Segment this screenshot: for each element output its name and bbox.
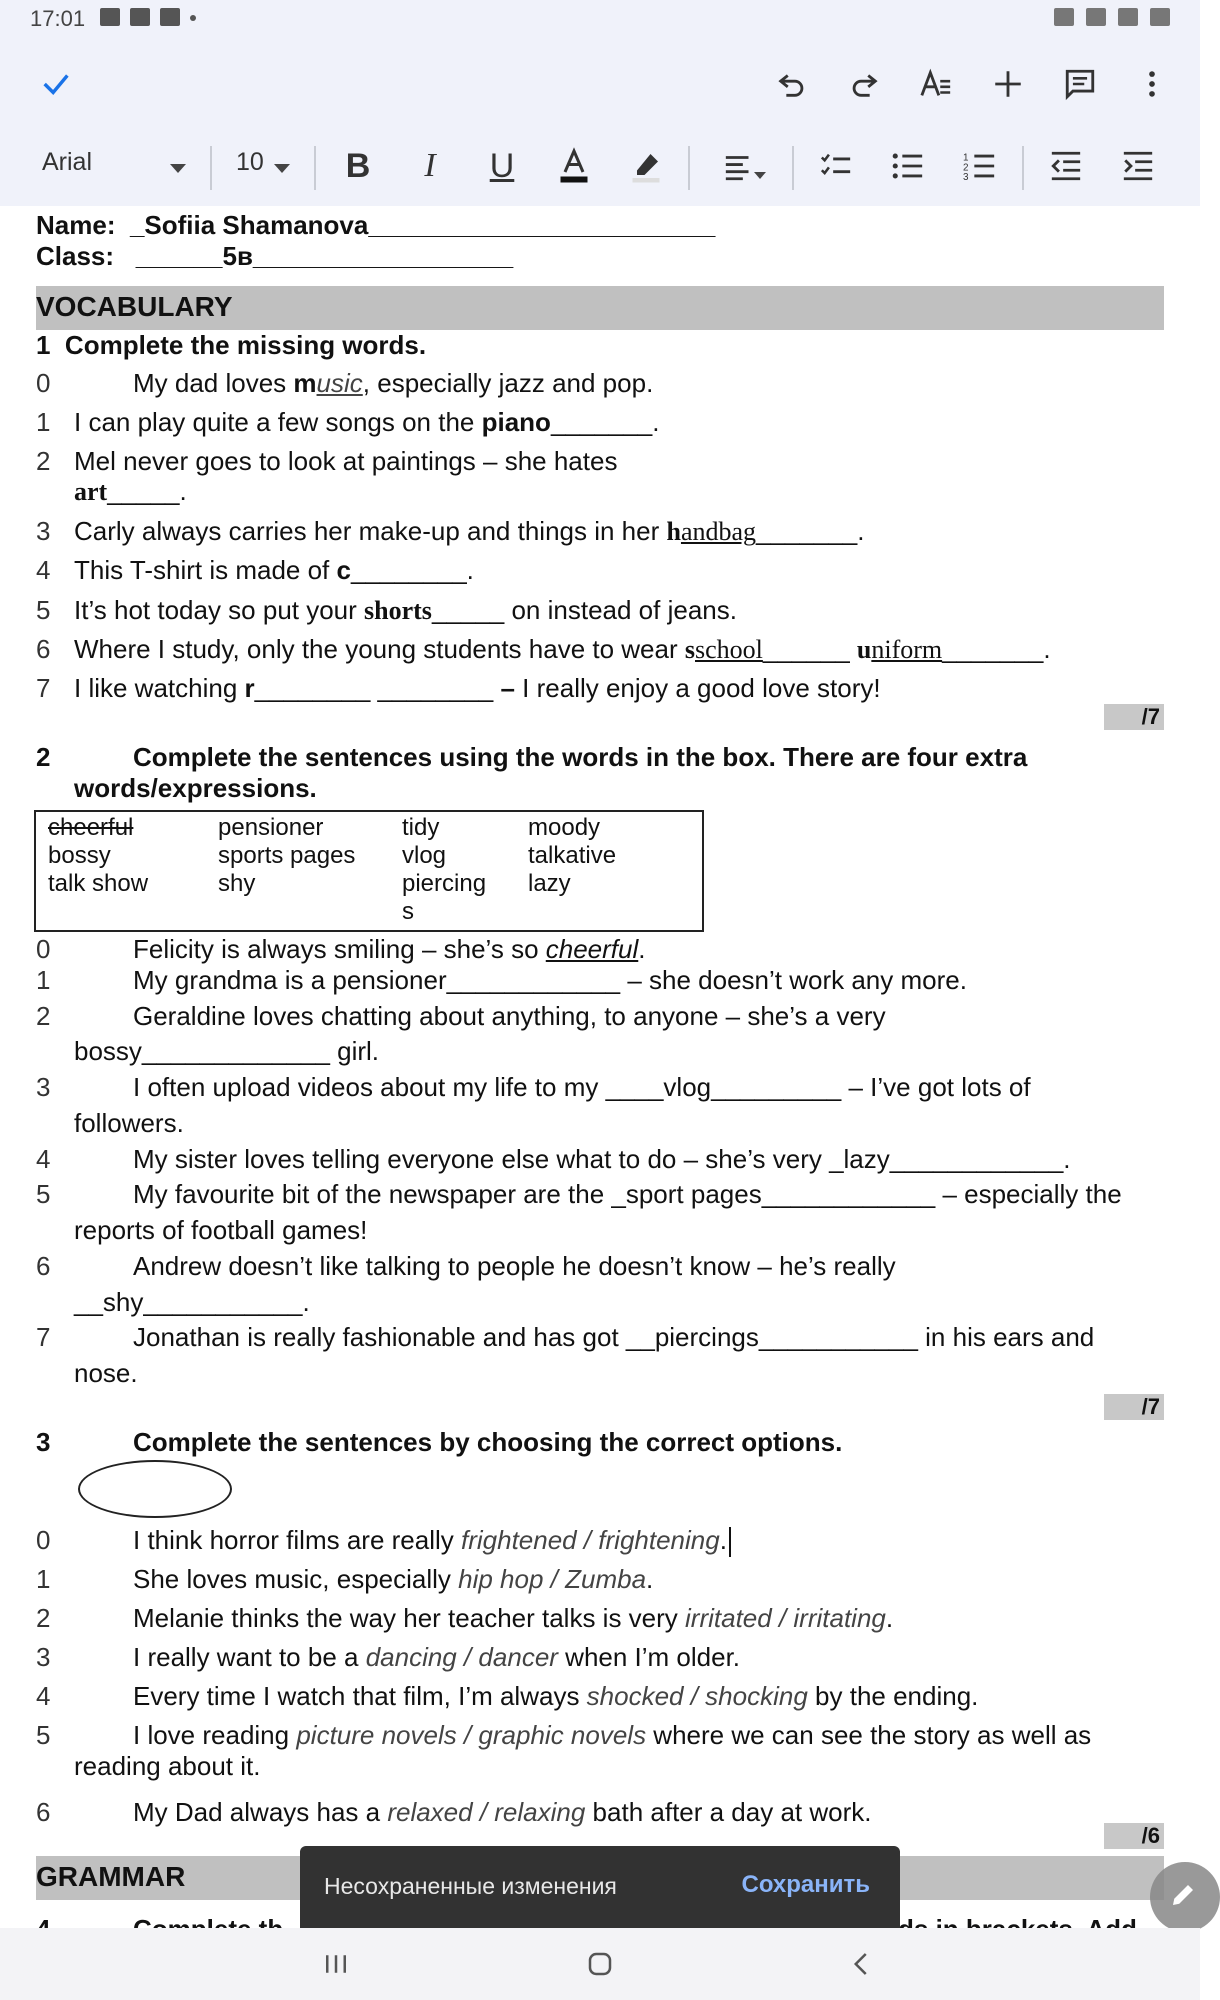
s2-item-1: My grandma is a pensioner____________ – she doesn’t work any more. bbox=[133, 965, 967, 995]
s1-title: Complete the missing words. bbox=[64, 330, 427, 360]
s2-item-number: 3 bbox=[36, 1072, 51, 1102]
font-size-value: 10 bbox=[236, 148, 264, 176]
wifi-icon bbox=[1118, 8, 1138, 26]
status-bar bbox=[0, 0, 1200, 38]
home-icon bbox=[585, 1949, 615, 1979]
s2-score: /7 bbox=[1104, 1394, 1164, 1420]
document-canvas[interactable] bbox=[0, 206, 1200, 1928]
pencil-icon bbox=[1168, 1880, 1198, 1910]
text-color-button[interactable] bbox=[550, 142, 598, 190]
s3-item-6: My Dad always has a relaxed / relaxing bath after a day at work. bbox=[133, 1797, 872, 1827]
word-sports-pages: sports pages bbox=[218, 842, 356, 869]
s2-item-4: My sister loves telling everyone else what to do – she’s very _lazy____________. bbox=[133, 1144, 1071, 1174]
s1-item-2-line2: art_____. bbox=[74, 476, 187, 506]
text-color-icon bbox=[556, 148, 592, 184]
align-button[interactable] bbox=[716, 142, 764, 190]
svg-text:1: 1 bbox=[963, 152, 969, 164]
vocabulary-heading: VOCABULARY bbox=[36, 291, 233, 322]
s1-item-0: My dad loves music, especially jazz and pop. bbox=[133, 368, 654, 398]
word-tidy: tidy bbox=[402, 814, 440, 841]
underline-button[interactable] bbox=[478, 142, 526, 190]
bold-icon: B bbox=[345, 146, 371, 185]
system-icons bbox=[1054, 8, 1170, 26]
s2-item-6-line2: __shy___________. bbox=[74, 1287, 310, 1317]
s3-item-4: Every time I watch that film, I’m always shocked / shocking by the ending. bbox=[133, 1681, 979, 1711]
s2-item-number: 6 bbox=[36, 1251, 51, 1281]
name-label: Name: bbox=[36, 210, 116, 240]
s1-item-4: This T-shirt is made of c________. bbox=[74, 555, 474, 585]
s2-number: 2 bbox=[36, 742, 51, 772]
more-vertical-icon bbox=[1135, 67, 1169, 101]
s2-item-number: 1 bbox=[36, 965, 51, 995]
checklist-button[interactable] bbox=[812, 142, 860, 190]
word-bossy: bossy bbox=[48, 842, 111, 869]
bulleted-list-icon bbox=[891, 149, 925, 183]
s2-item-6: Andrew doesn’t like talking to people he doesn’t know – he’s really bbox=[133, 1251, 896, 1281]
insert-button[interactable] bbox=[984, 60, 1032, 108]
format-toolbar bbox=[0, 128, 1200, 207]
s2-item-5-line2: reports of football games! bbox=[74, 1215, 368, 1245]
class-value: ______5в__________________ bbox=[135, 241, 514, 271]
font-family-value: Arial bbox=[42, 148, 93, 176]
word-talkative: talkative bbox=[528, 842, 617, 869]
comment-button[interactable] bbox=[1056, 60, 1104, 108]
save-button[interactable]: Сохранить bbox=[741, 1871, 870, 1898]
class-line bbox=[36, 241, 513, 271]
word-lazy: lazy bbox=[528, 870, 571, 897]
svg-text:2: 2 bbox=[963, 162, 969, 174]
grammar-heading: GRAMMAR bbox=[36, 1861, 186, 1892]
s2-item-5: My favourite bit of the newspaper are the _sport pages____________ – especially the bbox=[133, 1179, 1122, 1209]
s2-item-number: 5 bbox=[36, 1179, 51, 1209]
system-nav-bar bbox=[0, 1928, 1200, 2000]
s2-item-number: 0 bbox=[36, 934, 51, 964]
status-time: 17:01 bbox=[30, 6, 86, 31]
mute-icon bbox=[1086, 8, 1106, 26]
s3-item-3: I really want to be a dancing / dancer when I’m older. bbox=[133, 1642, 741, 1672]
text-format-button[interactable] bbox=[912, 60, 960, 108]
word-cheerful: cheerful bbox=[48, 814, 134, 841]
s3-item-number: 2 bbox=[36, 1603, 51, 1633]
svg-text:3: 3 bbox=[963, 172, 969, 184]
s3-item-number: 4 bbox=[36, 1681, 51, 1711]
toolbar-divider bbox=[314, 146, 316, 190]
increase-indent-icon bbox=[1121, 149, 1155, 183]
checklist-icon bbox=[819, 149, 853, 183]
s1-item-1: I can play quite a few songs on the piano_______. bbox=[74, 407, 660, 437]
s1-item-number: 7 bbox=[36, 673, 51, 703]
more-options-button[interactable] bbox=[1128, 60, 1176, 108]
numbered-list-icon bbox=[963, 149, 997, 183]
done-button[interactable] bbox=[32, 60, 80, 108]
s2-item-2: Geraldine loves chatting about anything, to anyone – she’s a very bbox=[133, 1001, 886, 1031]
drawn-ellipse-shape[interactable] bbox=[78, 1460, 232, 1518]
s-app-notification-icon bbox=[130, 8, 150, 26]
name-line bbox=[36, 210, 715, 240]
notification-icons bbox=[100, 8, 196, 26]
s2-item-2-line2: bossy_____________ girl. bbox=[74, 1036, 380, 1066]
word-piercing-s: s bbox=[402, 898, 414, 925]
s2-title-line2: words/expressions. bbox=[74, 773, 317, 803]
translate-notification-icon bbox=[160, 8, 180, 26]
s1-score: /7 bbox=[1104, 704, 1164, 730]
s3-item-number: 3 bbox=[36, 1642, 51, 1672]
s3-item-number: 5 bbox=[36, 1720, 51, 1750]
s1-item-number: 2 bbox=[36, 446, 51, 476]
word-vlog: vlog bbox=[402, 842, 447, 869]
recents-button[interactable] bbox=[306, 1942, 366, 1986]
s3-item-2: Melanie thinks the way her teacher talks is very irritated / irritating. bbox=[133, 1603, 894, 1633]
toolbar-divider bbox=[1022, 146, 1024, 190]
word-shy: shy bbox=[218, 870, 256, 897]
s1-item-7: I like watching r________ ________ – I really enjoy a good love story! bbox=[74, 673, 881, 703]
italic-icon: I bbox=[424, 147, 436, 184]
s2-item-number: 7 bbox=[36, 1322, 51, 1352]
numbered-list-button[interactable] bbox=[956, 142, 1004, 190]
recents-icon bbox=[321, 1949, 351, 1979]
italic-button[interactable] bbox=[406, 142, 454, 190]
s3-number: 3 bbox=[36, 1427, 51, 1457]
word-box bbox=[34, 810, 704, 932]
bold-button[interactable] bbox=[334, 142, 382, 190]
back-button[interactable] bbox=[832, 1942, 892, 1986]
text-format-icon bbox=[919, 67, 953, 101]
undo-button[interactable] bbox=[768, 60, 816, 108]
increase-indent-button[interactable] bbox=[1114, 142, 1162, 190]
s3-item-5-line2: reading about it. bbox=[74, 1751, 261, 1781]
text-cursor bbox=[729, 1527, 731, 1557]
s2-item-7-line2: nose. bbox=[74, 1358, 138, 1388]
toolbar-divider bbox=[792, 146, 794, 190]
gallery-notification-icon bbox=[100, 8, 120, 26]
s2-item-number: 2 bbox=[36, 1001, 51, 1031]
s3-score: /6 bbox=[1104, 1823, 1164, 1849]
s1-item-2: Mel never goes to look at paintings – she hates bbox=[74, 446, 618, 476]
more-notifications-dot-icon bbox=[190, 15, 196, 21]
back-icon bbox=[847, 1949, 877, 1979]
underline-icon: U bbox=[489, 146, 515, 185]
s1-heading bbox=[36, 330, 426, 360]
home-button[interactable] bbox=[570, 1942, 630, 1986]
toolbar-divider bbox=[688, 146, 690, 190]
comment-icon bbox=[1063, 67, 1097, 101]
s3-item-number: 0 bbox=[36, 1525, 51, 1555]
snackbar-message: Несохраненные изменения bbox=[324, 1873, 617, 1899]
bulleted-list-button[interactable] bbox=[884, 142, 932, 190]
highlight-color-button[interactable] bbox=[622, 142, 670, 190]
s2-title-line1: Complete the sentences using the words in the box. There are four extra bbox=[133, 742, 1028, 772]
s3-item-0: I think horror films are really frightened / frightening. bbox=[133, 1525, 731, 1557]
s1-item-number: 0 bbox=[36, 368, 51, 398]
plus-icon bbox=[991, 67, 1025, 101]
battery-icon bbox=[1150, 8, 1170, 26]
s3-item-1: She loves music, especially hip hop / Zumba. bbox=[133, 1564, 654, 1594]
decrease-indent-icon bbox=[1049, 149, 1083, 183]
align-left-icon bbox=[723, 149, 757, 183]
align-chevron-icon bbox=[754, 172, 766, 179]
class-label: Class: bbox=[36, 241, 115, 271]
s2-item-7: Jonathan is really fashionable and has got __piercings___________ in his ears and bbox=[133, 1322, 1095, 1352]
s1-number: 1 bbox=[36, 330, 51, 360]
undo-icon bbox=[775, 67, 809, 101]
vocabulary-heading-bar bbox=[36, 286, 1164, 330]
unsaved-changes-snackbar bbox=[300, 1846, 900, 1928]
s3-item-5: I love reading picture novels / graphic novels where we can see the story as well as bbox=[133, 1720, 1092, 1750]
s1-item-number: 6 bbox=[36, 634, 51, 664]
top-toolbar bbox=[0, 38, 1200, 128]
decrease-indent-button[interactable] bbox=[1042, 142, 1090, 190]
s1-item-3: Carly always carries her make-up and things in her handbag_______. bbox=[74, 516, 865, 546]
s1-item-number: 4 bbox=[36, 555, 51, 585]
vpn-key-icon bbox=[1054, 8, 1074, 26]
font-size-dropdown[interactable] bbox=[236, 148, 264, 177]
word-pensioner: pensioner bbox=[218, 814, 324, 841]
s1-item-6: Where I study, only the young students have to wear sschool______ uniform_______. bbox=[74, 634, 1051, 664]
highlighter-icon bbox=[628, 148, 664, 184]
s2-item-number: 4 bbox=[36, 1144, 51, 1174]
s3-title: Complete the sentences by choosing the correct options. bbox=[133, 1427, 843, 1457]
font-dropdown-chevron-icon bbox=[170, 164, 186, 173]
s1-item-number: 5 bbox=[36, 595, 51, 625]
size-dropdown-chevron-icon bbox=[274, 164, 290, 173]
word-talk-show: talk show bbox=[48, 870, 149, 897]
word-moody: moody bbox=[528, 814, 601, 841]
s2-item-0: Felicity is always smiling – she’s so cheerful. bbox=[133, 934, 646, 964]
s1-item-number: 3 bbox=[36, 516, 51, 546]
redo-button[interactable] bbox=[840, 60, 888, 108]
s2-item-3-line2: followers. bbox=[74, 1108, 184, 1138]
s1-item-5: It’s hot today so put your shorts_____ on instead of jeans. bbox=[74, 595, 737, 625]
s3-item-number: 6 bbox=[36, 1797, 51, 1827]
edit-fab-button[interactable] bbox=[1150, 1862, 1220, 1932]
check-icon bbox=[39, 67, 73, 101]
redo-icon bbox=[847, 67, 881, 101]
toolbar-divider bbox=[210, 146, 212, 190]
name-value: _Sofiia Shamanova________________________ bbox=[129, 210, 716, 240]
s3-item-number: 1 bbox=[36, 1564, 51, 1594]
word-piercing: piercing bbox=[402, 870, 487, 897]
s1-item-number: 1 bbox=[36, 407, 51, 437]
s2-item-3: I often upload videos about my life to my ____vlog_________ – I’ve got lots of bbox=[133, 1072, 1031, 1102]
